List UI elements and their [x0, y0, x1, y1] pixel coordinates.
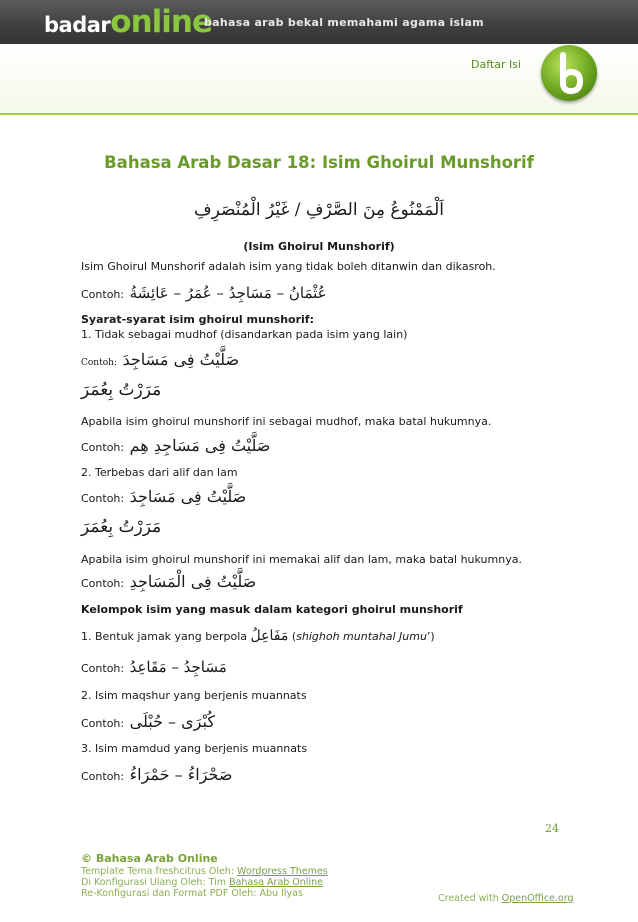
contoh-label: Contoh:	[81, 577, 125, 590]
syarat-heading: Syarat-syarat isim ghoirul munshorif:	[81, 313, 314, 326]
point1-example-c: صَلَّيْتُ فِى مَسَاجِدِ هِم	[129, 436, 271, 455]
point1-example-a: صَلَّيْتُ فِى مَسَاجِدَ	[122, 350, 240, 369]
bahasa-arab-online-link[interactable]: Bahasa Arab Online	[229, 877, 323, 888]
site-header	[0, 0, 638, 44]
footer-line-1	[81, 866, 328, 877]
kelompok-item-1-example: مَسَاجِدُ – مَقَاعِدُ	[129, 658, 227, 676]
header-divider	[0, 113, 638, 115]
openoffice-link[interactable]: OpenOffice.org	[501, 893, 574, 904]
page-title: Bahasa Arab Dasar 18: Isim Ghoirul Munshorif	[104, 153, 534, 172]
point2-example-row-c	[81, 572, 256, 591]
contoh-label: Contoh:	[81, 358, 117, 368]
wordpress-themes-link[interactable]: Wordpress Themes	[237, 866, 328, 877]
kelompok-item-3: 3. Isim mamdud yang berjenis muannats	[81, 742, 308, 755]
point1-example-b: مَرَرْتُ بِعُمَرَ	[81, 380, 162, 400]
point-2: 2. Terbebas dari alif dan lam	[81, 466, 238, 479]
contoh-label: Contoh:	[81, 717, 125, 730]
footer-credit	[438, 893, 574, 904]
contoh-label: Contoh:	[81, 770, 125, 783]
table-of-contents-link[interactable]: Daftar Isi	[471, 58, 521, 71]
contoh-label: Contoh:	[81, 288, 125, 301]
note-1: Apabila isim ghoirul munshorif ini sebagai mudhof, maka batal hukumnya.	[81, 415, 492, 428]
heading-latin: (Isim Ghoirul Munshorif)	[243, 240, 395, 253]
heading-arabic: اَلْمَمْنُوعُ مِنَ الصَّرْفِ / غَيْرُ الْمُنْصَرِفِ	[193, 200, 445, 220]
kelompok-heading: Kelompok isim yang masuk dalam kategori ghoirul munshorif	[81, 603, 463, 616]
point2-example-b: مَرَرْتُ بِعُمَرَ	[81, 517, 162, 537]
site-logo[interactable]	[44, 4, 212, 40]
point-1: 1. Tidak sebagai mudhof (disandarkan pada isim yang lain)	[81, 328, 408, 341]
point2-example-c: صَلَّيْتُ فِى الْمَسَاجِدِ	[129, 572, 257, 591]
point2-example-a: صَلَّيْتُ فِى مَسَاجِدَ	[129, 487, 247, 506]
intro-text: Isim Ghoirul Munshorif adalah isim yang tidak boleh ditanwin dan dikasroh.	[81, 260, 496, 273]
kelompok-item-1-arabic: مَفَاعِلُ	[250, 628, 289, 644]
site-tagline: bahasa arab bekal memahami agama islam	[204, 16, 484, 29]
footer-credit-text: Created with	[438, 893, 502, 904]
footer-copyright: © Bahasa Arab Online	[81, 852, 218, 865]
kelompok-item-2: 2. Isim maqshur yang berjenis muannats	[81, 689, 307, 702]
intro-example-arabic: عُثْمَانُ – مَسَاجِدُ – عُمَرُ – عَائِشَةُ	[129, 284, 327, 302]
footer-line-1-text: Template Tema freshcitrus Oleh:	[81, 866, 238, 877]
logo-badar: badar	[44, 13, 111, 37]
footer-line-2	[81, 877, 328, 888]
kelompok-item-1-text: 1. Bentuk jamak yang berpola	[81, 630, 251, 643]
kelompok-item-3-example: صَحْرَاءُ – حَمْرَاءُ	[129, 765, 233, 784]
point1-example-row-c	[81, 436, 270, 455]
point1-example-row-a	[81, 350, 239, 369]
kelompok-item-1-close: ’)	[426, 630, 435, 643]
point2-example-row-a	[81, 487, 246, 506]
footer-line-2-text: Di Konfigurasi Ulang Oleh: Tim	[81, 877, 230, 888]
kelompok-item-1-italic: shighoh muntahal Jumu	[296, 630, 427, 643]
footer-line-3: Re-Konfigurasi dan Format PDF Oleh: Abu Ilyas	[81, 888, 303, 899]
b-logo-icon[interactable]	[541, 45, 597, 101]
note-2: Apabila isim ghoirul munshorif ini memakai alif dan lam, maka batal hukumnya.	[81, 553, 522, 566]
contoh-label: Contoh:	[81, 662, 125, 675]
kelompok-item-1	[81, 628, 435, 644]
logo-online: online	[110, 4, 212, 40]
footer	[81, 853, 328, 899]
kelompok-item-2-example-row	[81, 712, 215, 731]
intro-example-row	[81, 284, 327, 302]
page-number: 24	[545, 822, 559, 835]
kelompok-item-1-example-row	[81, 658, 227, 676]
contoh-label: Contoh:	[81, 441, 125, 454]
contoh-label: Contoh:	[81, 492, 125, 505]
kelompok-item-2-example: كُبْرَى – حُبْلَى	[129, 712, 215, 731]
kelompok-item-1-open: (	[288, 630, 297, 643]
kelompok-item-3-example-row	[81, 765, 232, 784]
